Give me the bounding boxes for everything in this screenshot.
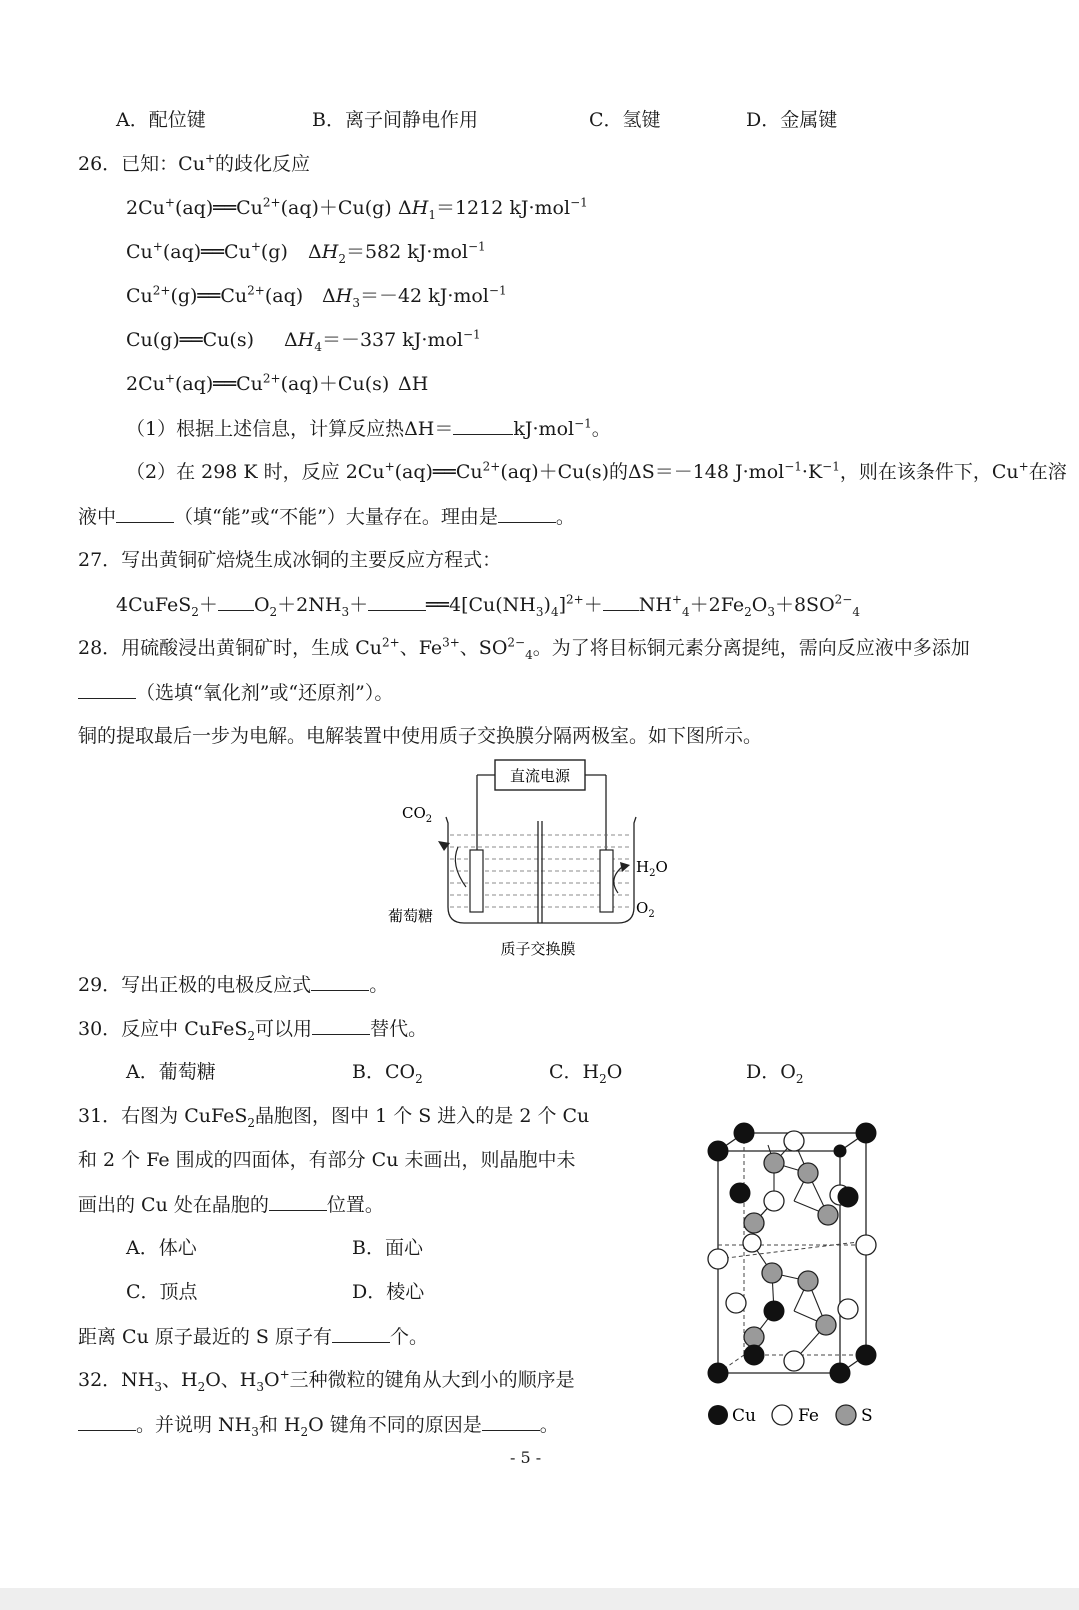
q31-line2: 和 2 个 Fe 围成的四面体，有部分 Cu 未画出，则晶胞中未 [78, 1149, 576, 1171]
o2-label: $O_2$ [636, 899, 655, 920]
q26-dh: ΔH [398, 373, 429, 395]
q27-equation: 4CuFeS$_2$＋ $O_2+2NH_3+$ $══4[Cu(NH_3)_4]^{2+}+ NH^+_4+2Fe_2O_3+8SO^{2-}_4$ [116, 592, 860, 619]
cu-atoms [708, 1123, 876, 1383]
q25-option-a: A．配位键 [116, 109, 206, 131]
dc-power-label: 直流电源 [509, 767, 571, 785]
answer-blank[interactable] [116, 504, 174, 523]
answer-blank[interactable] [498, 504, 556, 523]
glucose-label: 葡萄糖 [388, 907, 434, 925]
q31-line1: 31．右图为 CuFeS$_2$晶胞图，图中 1 个 S 进入的是 2 个 Cu [78, 1105, 590, 1130]
legend [708, 1405, 873, 1426]
answer-blank[interactable] [78, 680, 136, 699]
q25-option-d: D．金属键 [746, 109, 838, 131]
q31-option-b: B．面心 [352, 1237, 423, 1259]
legend-fe: Fe [798, 1406, 819, 1426]
q27-stem: 27．写出黄铜矿焙烧生成冰铜的主要反应方程式： [78, 549, 502, 571]
h2o-label: $H_2O$ [636, 858, 668, 879]
q32-line1: 32．$NH_3$、$H_2O$、$H_3O^+$三种微粒的键角从大到小的顺序是 [78, 1367, 575, 1394]
q30-text: 30．反应中 CuFeS$_2$可以用 替代。 [78, 1018, 428, 1043]
q26-equation-5: $2Cu^+(aq)══Cu^{2+}(aq)+Cu(s)$ [126, 371, 390, 395]
q29-text: 29．写出正极的电极反应式 。 [78, 974, 389, 996]
answer-blank[interactable] [312, 1016, 370, 1035]
q26-dh1: $\Delta H_1=1212$ kJ·mol$^{-1}$ [398, 195, 588, 222]
q28-line3: 铜的提取最后一步为电解。电解装置中使用质子交换膜分隔两极室。如下图所示。 [78, 725, 763, 747]
answer-blank[interactable] [482, 1412, 540, 1431]
q30-option-c: C．$H_2O$ [549, 1061, 623, 1086]
answer-blank[interactable] [218, 592, 254, 611]
q30-option-b: B．$CO_2$ [352, 1061, 423, 1086]
q26-equation-2: Cu+(aq)══Cu+(g) [126, 239, 288, 263]
q26-equation-3: $Cu^{2+}(g)══Cu^{2+}(aq)$ [126, 283, 304, 307]
answer-blank[interactable] [453, 416, 513, 435]
q26-stem: 26．已知：Cu+的歧化反应 [78, 151, 311, 175]
q26-sub2: （2）在 298 K 时，反应 $2Cu^+(aq)══Cu^{2+}(aq)+Cu(s)$的ΔS＝－148 $J\cdot mol^{-1}\cdot K^{-1}$，则在该条件下，Cu+在溶 [126, 459, 1067, 483]
answer-blank[interactable] [368, 592, 426, 611]
q30-option-a: A．葡萄糖 [126, 1061, 216, 1083]
answer-blank[interactable] [332, 1324, 390, 1343]
q26-equation-4: Cu(g)══Cu(s) [126, 329, 254, 351]
q25-option-c: C．氢键 [589, 109, 661, 131]
membrane-label: 质子交换膜 [500, 940, 576, 958]
q26-sub2-line2: 液中 （填“能”或“不能”）大量存在。理由是 。 [78, 506, 575, 528]
q26-dh2: $\Delta H_2=582$ kJ·mol$^{-1}$ [308, 239, 486, 266]
q31-line4: 距离 Cu 原子最近的 S 原子有 个。 [78, 1326, 428, 1348]
answer-blank[interactable] [269, 1192, 327, 1211]
legend-cu: Cu [732, 1406, 756, 1426]
left-electrode [470, 850, 483, 912]
q26-dh4: $\Delta H_4=-337$ kJ·mol$^{-1}$ [284, 327, 481, 354]
cell-frame [718, 1133, 866, 1373]
q30-option-d: D．$O_2$ [746, 1061, 804, 1086]
q28-stem: 28．用硫酸浸出黄铜矿时，生成 $Cu^{2+}$、$Fe^{3+}$、$SO^{2-}_4$。为了将目标铜元素分离提纯，需向反应液中多添加 [78, 635, 970, 662]
q31-option-c: C．顶点 [126, 1281, 198, 1303]
q31-option-a: A．体心 [126, 1237, 197, 1259]
page-number: - 5 - [510, 1448, 542, 1467]
crystal-cell-diagram [690, 1115, 900, 1435]
q31-option-d: D．棱心 [352, 1281, 425, 1303]
q26-dh3: $\Delta H_3=-42$ kJ·mol$^{-1}$ [322, 283, 507, 310]
legend-s: S [861, 1406, 873, 1426]
answer-blank[interactable] [78, 1412, 136, 1431]
q26-sub1: （1）根据上述信息，计算反应热ΔH＝ kJ·mol$^{-1}$。 [126, 416, 611, 440]
answer-blank[interactable] [603, 592, 639, 611]
electrolysis-diagram [380, 755, 680, 965]
page-bottom-band [0, 1588, 1079, 1610]
q25-option-b: B．离子间静电作用 [312, 109, 478, 131]
co2-label: $CO_2$ [402, 804, 433, 825]
q26-equation-1: $2Cu^+(aq)══Cu^{2+}(aq)+Cu(g)$ [126, 195, 392, 219]
q28-line2: （选填“氧化剂”或“还原剂”）。 [78, 680, 393, 705]
q32-line2: 。并说明 $NH_3$和 $H_2O$ 键角不同的原因是 。 [78, 1412, 559, 1437]
answer-blank[interactable] [311, 972, 369, 991]
q31-line3: 画出的 Cu 处在晶胞的 位置。 [78, 1194, 384, 1216]
fe-atoms [708, 1131, 876, 1371]
right-electrode [600, 850, 613, 912]
